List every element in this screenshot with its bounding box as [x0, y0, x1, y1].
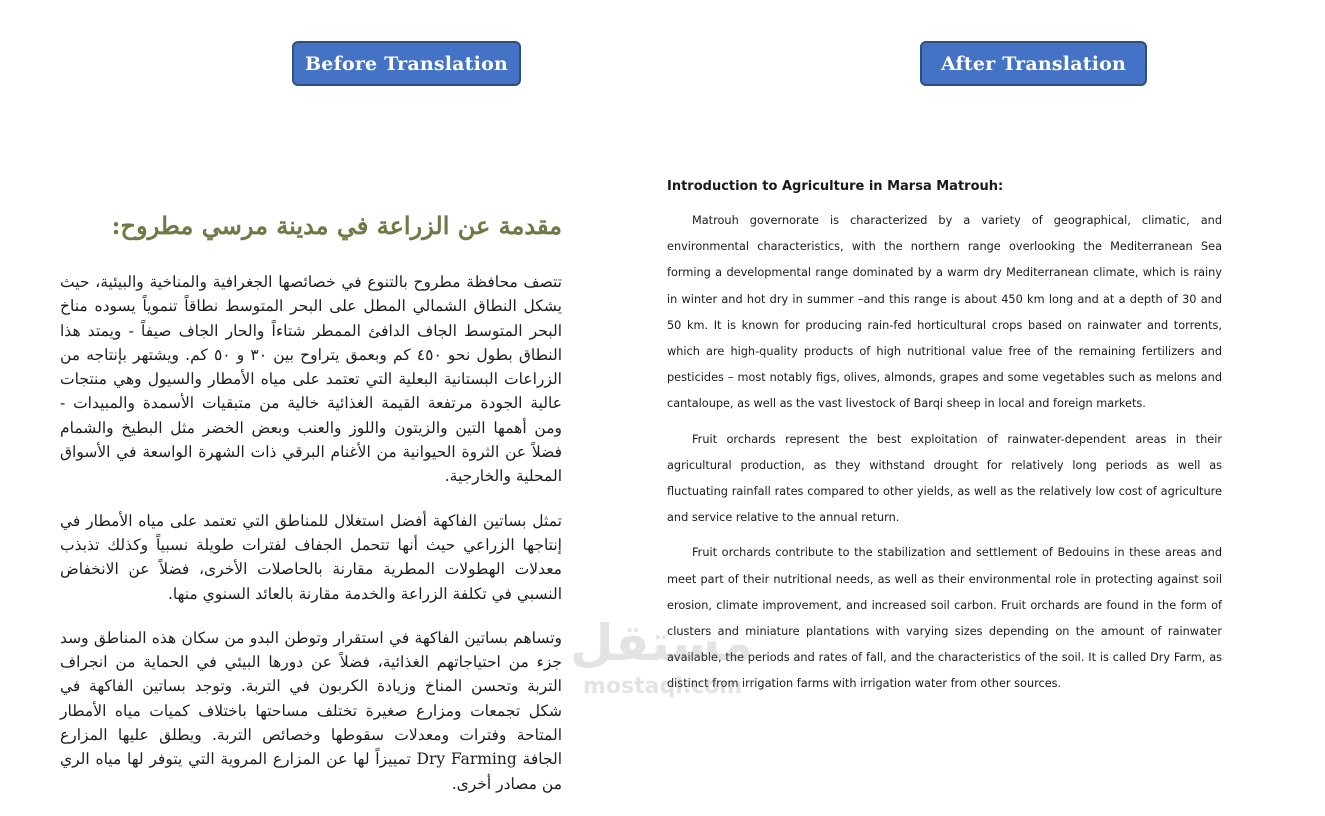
english-paragraph: Fruit orchards contribute to the stabilization and settlement of Bedouins in these areas and meet part of their nutritional needs, as well as their environmental role in protecting against soil erosion, climate improvement, and increased soil carbon. Fruit orchards are found in the form of clusters and miniature plantations with varying sizes depending on the amount of rainwater available, the periods and rates of fall, and the characteristics of the soil. It is called Dry Farm, as distinct from irrigation farms with irrigation water from other sources.	[667, 546, 1222, 691]
watermark-arabic: مستقل	[570, 614, 753, 672]
arabic-paragraph: وتساهم بساتين الفاكهة في استقرار وتوطن البدو من سكان هذه المناطق وسد جزء من احتياجاتهم الغذائية، فضلاً عن دورها البيئي في الحماية من انجراف التربة وتحسن المناخ وزيادة الكربون في التربة. وتوجد بساتين الفاكهة في شكل تجمعات ومزارع صغيرة تختلف مساحتها باختلاف كميات مياه الأمطار المتاحة وفترات ومعدلات سقوطها وخصائص التربة. ويطلق عليها المزارع الجافة Dry Farming تمييزاً لها عن المزارع المروية التي يتوفر لها مياه الري من مصادر أخرى.	[60, 628, 563, 793]
english-paragraph: Matrouh governorate is characterized by a variety of geographical, climatic, and environmental characteristics, with the northern range overlooking the Mediterranean Sea forming a developmental range dominated by a warm dry Mediterranean climate, which is rainy in winter and hot dry in summer –and this range is about 450 km long and at a depth of 30 and 50 km. It is known for producing rain-fed horticultural crops based on rainwater and torrents, which are high-quality products of high nutritional value free of the remaining fertilizers and pesticides – most notably figs, olives, almonds, grapes and some vegetables such as melons and cantaloupe, as well as the vast livestock of Barqi sheep in local and foreign markets.	[667, 214, 1222, 411]
watermark-latin: mostaql.com	[583, 674, 743, 699]
arabic-title: مقدمة عن الزراعة في مدينة مرسي مطروح:	[111, 211, 562, 240]
arabic-document	[60, 200, 562, 816]
english-title: Introduction to Agriculture in Marsa Matrouh:	[667, 179, 1004, 194]
english-document	[667, 176, 1222, 707]
english-paragraph: Fruit orchards represent the best exploitation of rainwater-dependent areas in their agricultural production, as they withstand drought for relatively long periods as well as fluctuating rainfall rates compared to other yields, as well as the relatively low cost of agriculture and service relative to the annual return.	[667, 432, 1222, 525]
arabic-paragraph: تتصف محافظة مطروح بالتنوع في خصائصها الجغرافية والمناخية والبيئية، حيث يشكل النطاق الشمالي المطل على البحر المتوسط نطاقاً تنموياً يسوده مناخ البحر المتوسط الجاف الدافئ الممطر شتاءاً والحار الجاف صيفاً - ويمتد هذا النطاق بطول نحو ٤٥٠ كم وبعمق يتراوح بين ٣٠ و ٥٠ كم. ويشتهر بإنتاجه من الزراعات البستانية البعلية التي تعتمد على مياه الأمطار والسيول وهي منتجات عالية الجودة مرتفعة القيمة الغذائية خالية من متبقيات الأسمدة والمبيدات - ومن أهمها التين والزيتون واللوز والعنب وبعض الخضر مثل البطيخ والشمام فضلاً عن الثروة الحيوانية من الأغنام البرقي ذات الشهرة الواسعة في الأسواق المحلية والخارجية.	[60, 273, 563, 486]
arabic-paragraph: تمثل بساتين الفاكهة أفضل استغلال للمناطق التي تعتمد على مياه الأمطار في إنتاجها الزراعي حيث أنها تتحمل الجفاف لفترات طويلة نسبياً وكذلك تذبذب معدلات الهطولات المطرية مقارنة بالحاصلات الأخرى، فضلاً عن الانخفاض النسبي في تكلفة الزراعة والخدمة مقارنة بالعائد السنوي منها.	[60, 511, 562, 603]
before-translation-label: Before Translation	[292, 41, 521, 86]
after-translation-label: After Translation	[920, 41, 1147, 86]
